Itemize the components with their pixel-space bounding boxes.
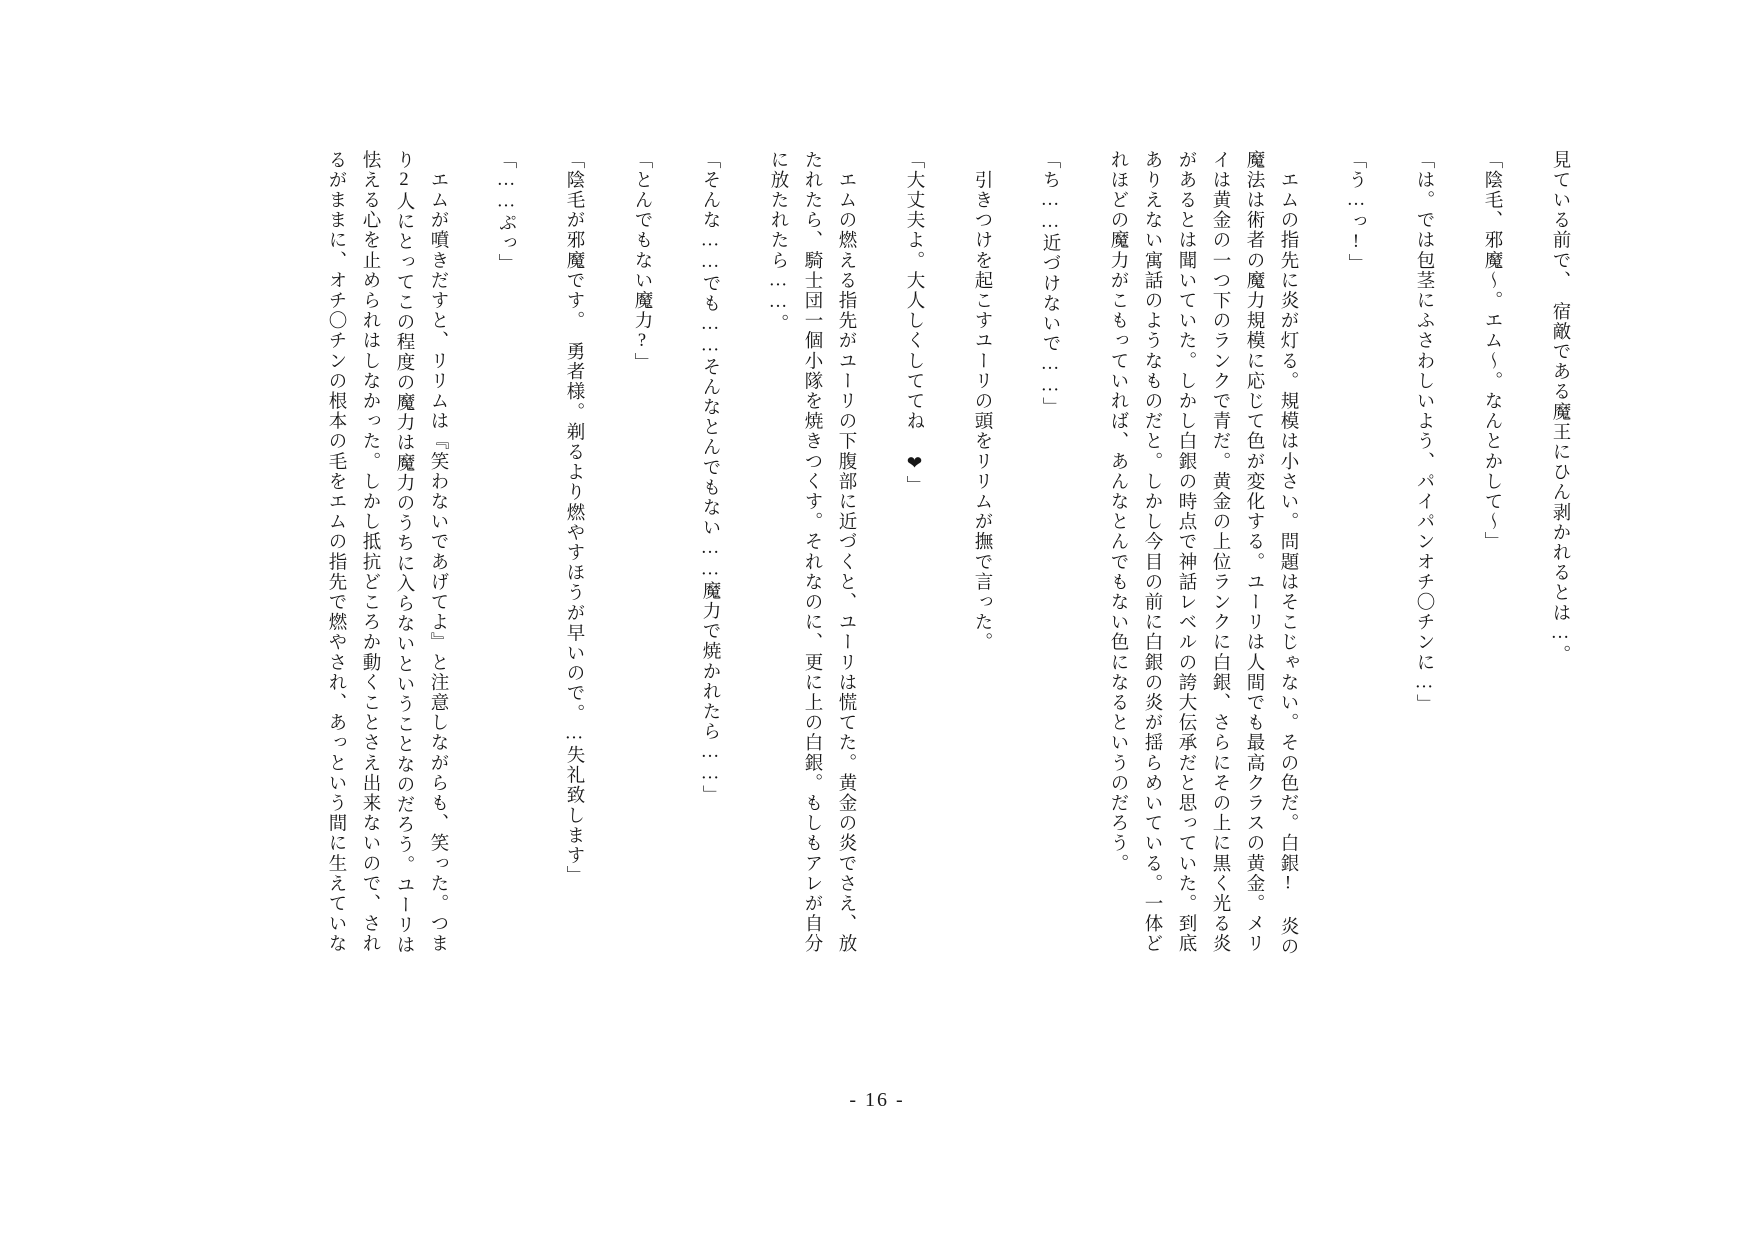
- text-column: 魔法は術者の魔力規模に応じて色が変化する。ユーリは人間でも最高クラスの黄金。メリ: [1244, 150, 1264, 954]
- text-column: 怯える心を止められはしなかった。しかし抵抗どころか動くことさえ出来ないので、され: [360, 150, 380, 954]
- text-column: 見ている前で、 宿敵である魔王にひん剥かれるとは…。: [1550, 150, 1570, 665]
- text-column-spacer: [1501, 150, 1535, 1030]
- text-column: イは黄金の一つ下のランクで青だ。黄金の上位ランクに白銀、さらにその上に黒く光る炎: [1210, 150, 1230, 954]
- text-column: エムの指先に炎が灯る。規模は小さい。問題はそこじゃない。その色だ。白銀! 炎の: [1278, 150, 1298, 957]
- text-column-spacer: [1059, 150, 1093, 1030]
- text-column: があるとは聞いていた。しかし白銀の時点で神話レベルの誇大伝承だと思っていた。到底: [1176, 150, 1196, 954]
- text-column-spacer: [1433, 150, 1467, 1030]
- text-column-spacer: [1297, 150, 1331, 1030]
- text-column: るがままに、オチ〇チンの根本の毛をエムの指先で燃やされ、あっという間に生えていな: [326, 150, 346, 954]
- text-column: 「そんな……でも……そんなとんでもない……魔力で焼かれたら……」: [700, 150, 720, 806]
- text-column: 引きつけを起こすユーリの頭をリリムが撫で言った。: [972, 150, 992, 653]
- text-column: 「は。では包茎にふさわしいよう、パイパンオチ〇チンに…」: [1414, 150, 1434, 715]
- text-column: エムの燃える指先がユーリの下腹部に近づくと、ユーリは慌てた。黄金の炎でさえ、放: [836, 150, 856, 954]
- text-column: たれたら、騎士団一個小隊を焼きつくす。それなのに、更に上の白銀。もしもアレが自分: [802, 150, 822, 954]
- text-column-spacer: [651, 150, 685, 1030]
- text-column: エムが噴きだすと、リリムは『笑わないであげてよ』と注意しながらも、笑った。つま: [428, 150, 448, 954]
- text-column-spacer: [583, 150, 617, 1030]
- text-column: ありえない寓話のようなものだと。しかし今目の前に白銀の炎が揺らめいている。一体ど: [1142, 150, 1162, 954]
- text-column-spacer: [447, 150, 481, 1030]
- text-column-spacer: [515, 150, 549, 1030]
- text-column: り2人にとってこの程度の魔力は魔力のうちに入らないということなのだろう。ユーリは: [394, 150, 414, 956]
- text-column: 「ち……近づけないで……」: [1040, 150, 1060, 418]
- text-column: 「陰毛、邪魔〜。エム〜。なんとかして〜」: [1482, 150, 1502, 552]
- text-column: 「……ぷっ」: [496, 150, 516, 274]
- text-column: に放たれたら……。: [768, 150, 788, 334]
- text-column-spacer: [991, 150, 1025, 1030]
- text-column: 「大丈夫よ。大人しくしててね ❤」: [904, 150, 924, 496]
- text-column-spacer: [923, 150, 957, 1030]
- text-column-spacer: [719, 150, 753, 1030]
- text-column: れほどの魔力がこもっていれば、あんなとんでもない色になるというのだろう。: [1108, 150, 1128, 874]
- vertical-text-body: [149, 150, 1569, 1030]
- text-column: 「とんでもない魔力?」: [632, 150, 652, 373]
- text-column-spacer: [1365, 150, 1399, 1030]
- text-column: 「陰毛が邪魔です。 勇者様。剃るより燃やすほうが早いので。…失礼致します」: [564, 150, 584, 886]
- text-column-spacer: [855, 150, 889, 1030]
- page-number: - 16 -: [849, 1089, 905, 1111]
- text-column: 「う…っ!」: [1346, 150, 1366, 274]
